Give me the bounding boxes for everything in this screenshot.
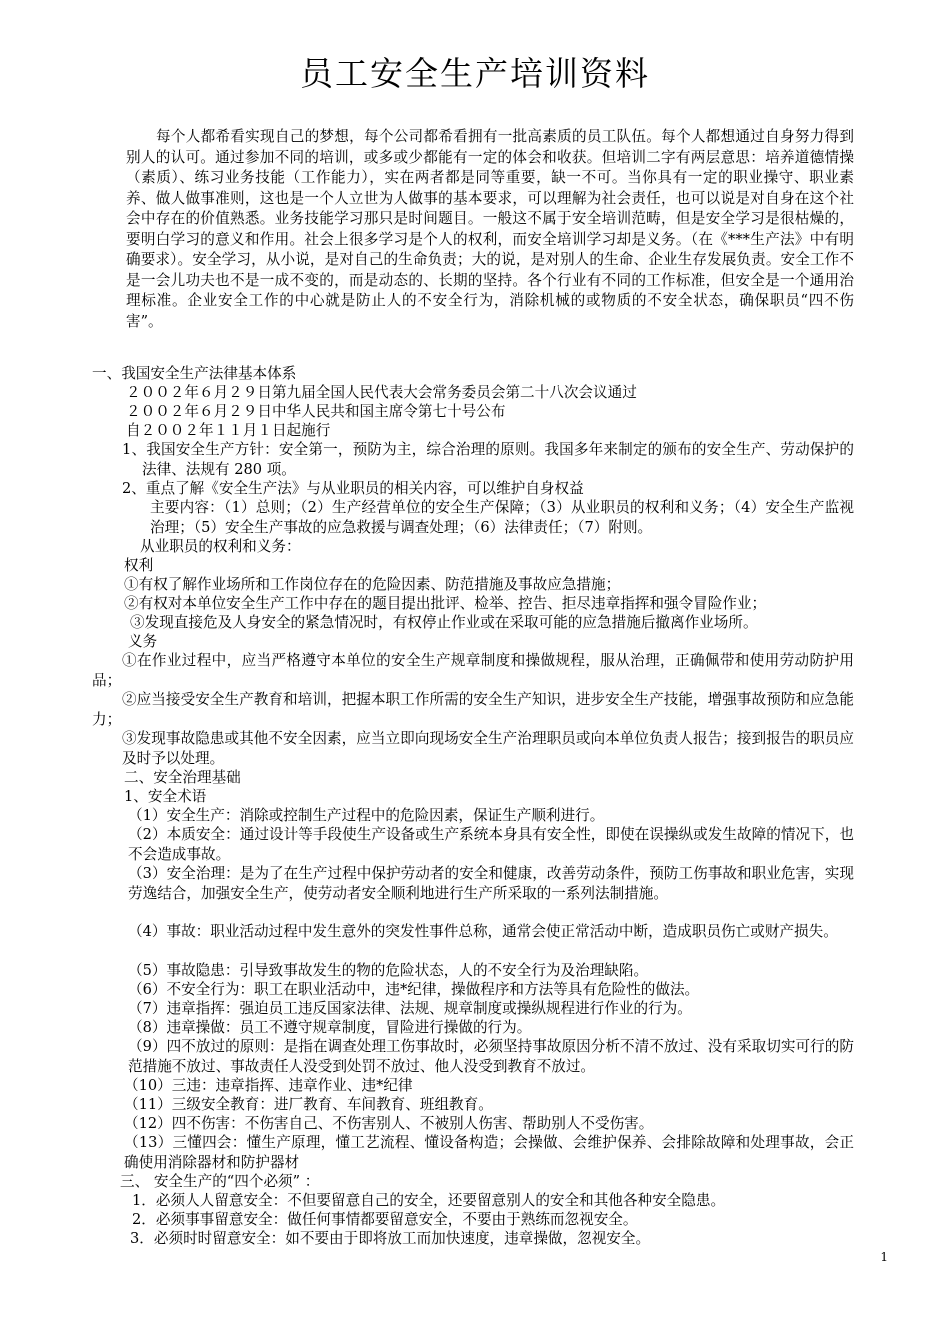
law-passed-line: ２００２年６月２９日第九届全国人民代表大会常务委员会第二十八次会议通过 — [126, 384, 637, 401]
term-7: （7）违章指挥：强迫员工违反国家法律、法规、规章制度或操纵规程进行作业的行为。 — [128, 1000, 692, 1017]
term-1: （1）安全生产：消除或控制生产过程中的危险因素，保证生产顺利进行。 — [128, 807, 605, 824]
terms-subheading: 1、安全术语 — [124, 788, 207, 805]
section-3-heading: 三、 安全生产的“四个必须” ： — [120, 1173, 320, 1190]
intro-paragraph: 每个人都希看实现自己的梦想，每个公司都希看拥有一批高素质的员工队伍。每个人都想通过自身努力得到别人的认可。通过参加不同的培训，或多或少都能有一定的体会和收获。但培训二字有两层意思：培养道德情操（素质）、练习业务技能（工作能力），实在两者都是同等重要，缺一不可。当你具有一定的职业操守、职业素养、做人做事准则，这也是一个人立世为人做事的基本要求，可以理解为社会责任，也可以说是对自身在这个社会中存在的价值熟悉。业务技能学习那只是时间题目。一般这不属于安全培训范畴，但是安全学习是很枯燥的，要明白学习的意义和作用。社会上很多学习是个人的权利，而安全培训学习却是义务。（在《***生产法》中有明确要求）。安全学习，从小说，是对自己的生命负责；大的说，是对别人的生命、企业生存发展负责。安全工作不是一会儿功夫也不是一成不变的，而是动态的、长期的坚持。各个行业有不同的工作标准，但安全是一个通用治理标准。企业安全工作的中心就是防止人的不安全行为，消除机械的或物质的不安全状态，确保职员“四不伤害”。 — [126, 128, 854, 330]
section-2-heading: 二、安全治理基础 — [124, 769, 241, 786]
term-9: （9）四不放过的原则：是指在调查处理工伤事故时，必须坚持事故原因分析不清不放过、没有采取切实可行的防范措施不放过、事故责任人没受到处罚不放过、他人没受到教育不放过。 — [128, 1038, 854, 1075]
term-3: （3）安全治理：是为了在生产过程中保护劳动者的安全和健康，改善劳动条件，预防工伤事故和职业危害，实现劳逸结合，加强安全生产，使劳动者安全顺利地进行生产所采取的一系列法制措施。 — [128, 865, 854, 902]
rights-label: 权利 — [124, 557, 154, 574]
term-2: （2）本质安全：通过设计等手段使生产设备或生产系统本身具有安全性，即使在误操纵或发生故障的情况下，也不会造成事故。 — [128, 826, 854, 863]
duty-item-1: ①在作业过程中，应当严格遵守本单位的安全生产规章制度和操做规程，服从治理，正确佩带和使用劳动防护用品； — [92, 652, 854, 689]
duties-label: 义务 — [128, 633, 158, 650]
duty-item-3: ③发现事故隐患或其他不安全因素，应当立即向现场安全生产治理职员或向本单位负责人报告；接到报告的职员应及时予以处理。 — [122, 730, 854, 767]
term-8: （8）违章操做：员工不遵守规章制度，冒险进行操做的行为。 — [128, 1019, 532, 1036]
law-effective-line: 自２００２年１１月１日起施行 — [126, 422, 331, 439]
page-number: 1 — [880, 1250, 888, 1264]
document-title: 员工安全生产培训资料 — [300, 54, 650, 93]
right-item-2: ②有权对本单位安全生产工作中存在的题目提出批评、检举、控告、拒尽违章指挥和强令冒险作业； — [124, 595, 767, 612]
term-11: （11）三级安全教育：进厂教育、车间教育、班组教育。 — [124, 1096, 493, 1113]
section-1-heading: 一、我国安全生产法律基本体系 — [92, 365, 297, 382]
law-published-line: ２００２年６月２９日中华人民共和国主席令第七十号公布 — [126, 403, 506, 420]
term-5: （5）事故隐患：引导致事故发生的物的危险状态，人的不安全行为及治理缺陷。 — [128, 962, 649, 979]
key-points-line: 2、重点了解《安全生产法》与从业职员的相关内容，可以维护自身权益 — [122, 480, 584, 497]
must-item-3: 3．必须时时留意安全：如不要由于即将放工而加快速度，违章操做，忽视安全。 — [130, 1230, 651, 1247]
term-13: （13）三懂四会：懂生产原理，懂工艺流程、懂设备构造；会操做、会维护保养、会排除故障和处理事故，会正确使用消除器材和防护器材 — [124, 1134, 854, 1171]
term-12: （12）四不伤害：不伤害自己、不伤害别人、不被别人伤害、帮助别人不受伤害。 — [124, 1115, 654, 1132]
main-contents-paragraph: 主要内容：（1）总则；（2）生产经营单位的安全生产保障；（3）从业职员的权利和义务；（4）安全生产监视治理；（5）安全生产事故的应急救援与调查处理；（6）法律责任；（7）附则。 — [150, 499, 854, 536]
safety-policy-text: 1、我国安全生产方针：安全第一，预防为主，综合治理的原则。我国多年来制定的颁布的安全生产、劳动保护的法律、法规有 280 项。 — [122, 441, 854, 478]
term-6: （6）不安全行为：职工在职业活动中，违*纪律，操做程序和方法等具有危险性的做法。 — [128, 981, 700, 998]
term-10: （10）三违：违章指挥、违章作业、违*纪律 — [124, 1077, 413, 1094]
right-item-1: ①有权了解作业场所和工作岗位存在的危险因素、防范措施及事故应急措施； — [124, 576, 621, 593]
must-item-1: 1．必须人人留意安全：不但要留意自己的安全，还要留意别人的安全和其他各种安全隐患。 — [132, 1192, 726, 1209]
rights-duties-heading: 从业职员的权利和义务： — [140, 538, 301, 555]
safety-policy-paragraph — [122, 440, 854, 480]
must-item-2: 2．必须事事留意安全：做任何事情都要留意安全，不要由于熟练而忽视安全。 — [132, 1211, 638, 1228]
right-item-3: ③发现直接危及人身安全的紧急情况时，有权停止作业或在采取可能的应急措施后撤离作业场所。 — [130, 614, 758, 631]
duty-item-2: ②应当接受安全生产教育和培训，把握本职工作所需的安全生产知识，进步安全生产技能，增强事故预防和应急能力； — [92, 691, 854, 728]
term-4: （4）事故：职业活动过程中发生意外的突发性事件总称，通常会使正常活动中断，造成职员伤亡或财产损失。 — [128, 923, 838, 940]
